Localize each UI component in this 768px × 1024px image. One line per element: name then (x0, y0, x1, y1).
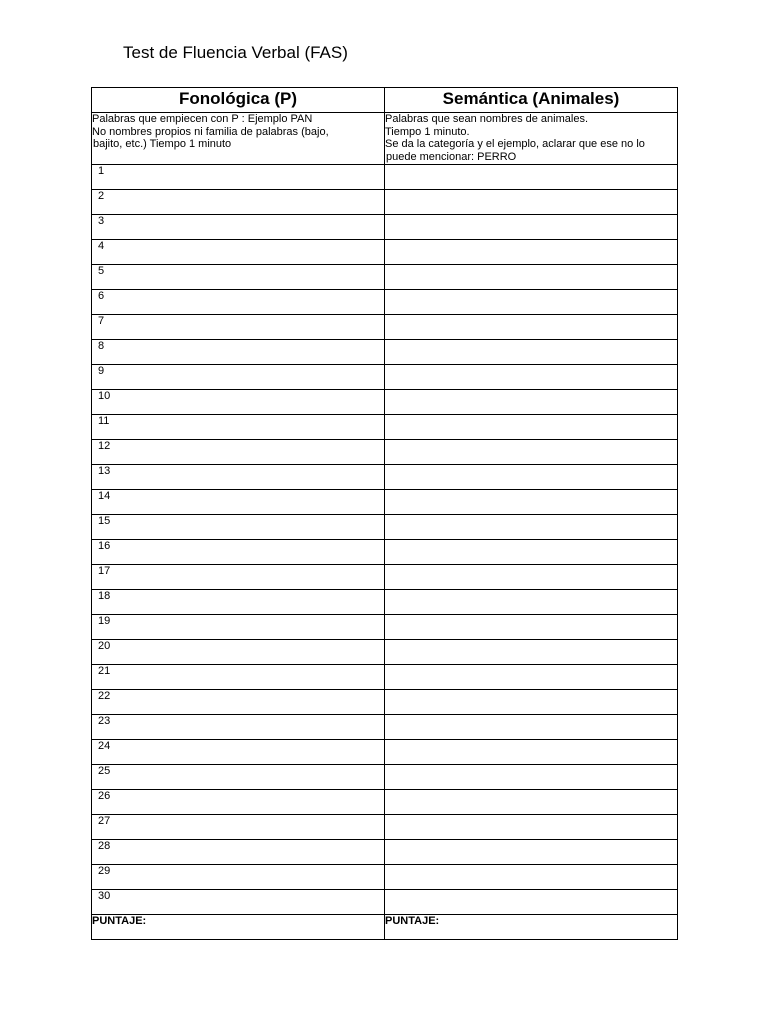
row-number: 14 (98, 490, 111, 502)
semantic-instructions (385, 113, 678, 165)
answer-row (92, 740, 678, 765)
phonological-answer-cell[interactable] (92, 640, 385, 665)
phonological-answer-cell[interactable] (92, 665, 385, 690)
phonological-answer-cell[interactable] (92, 365, 385, 390)
semantic-answer-cell[interactable] (385, 740, 678, 765)
answer-row (92, 490, 678, 515)
answer-row (92, 640, 678, 665)
answer-row (92, 840, 678, 865)
instruction-line: bajito, etc.) Tiempo 1 minuto (93, 138, 232, 150)
phonological-answer-cell[interactable] (92, 590, 385, 615)
semantic-answer-cell[interactable] (385, 215, 678, 240)
row-number: 27 (98, 815, 111, 827)
row-number: 28 (98, 840, 111, 852)
phonological-answer-cell[interactable] (92, 415, 385, 440)
answer-row (92, 540, 678, 565)
answer-row (92, 890, 678, 915)
phonological-answer-cell[interactable] (92, 790, 385, 815)
row-number: 12 (98, 440, 111, 452)
row-number: 11 (98, 415, 110, 427)
phonological-score-cell[interactable]: PUNTAJE: (92, 915, 385, 940)
phonological-instructions (92, 113, 385, 165)
row-number: 7 (98, 315, 105, 327)
semantic-answer-cell[interactable] (385, 540, 678, 565)
answer-row (92, 340, 678, 365)
instruction-line: Palabras que sean nombres de animales. (385, 113, 589, 125)
phonological-answer-cell[interactable] (92, 340, 385, 365)
phonological-answer-cell[interactable] (92, 465, 385, 490)
semantic-answer-cell[interactable] (385, 440, 678, 465)
document-title: Test de Fluencia Verbal (FAS) (123, 43, 348, 62)
phonological-answer-cell[interactable] (92, 690, 385, 715)
semantic-answer-cell[interactable] (385, 265, 678, 290)
phonological-answer-cell[interactable] (92, 565, 385, 590)
row-number: 9 (98, 365, 105, 377)
answer-row (92, 865, 678, 890)
answer-row (92, 690, 678, 715)
semantic-answer-cell[interactable] (385, 190, 678, 215)
semantic-answer-cell[interactable] (385, 840, 678, 865)
row-number: 20 (98, 640, 111, 652)
answer-row (92, 290, 678, 315)
semantic-answer-cell[interactable] (385, 315, 678, 340)
semantic-answer-cell[interactable] (385, 765, 678, 790)
instruction-line: Palabras que empiecen con P : Ejemplo PAN (92, 113, 313, 125)
semantic-answer-cell[interactable] (385, 815, 678, 840)
row-number: 18 (98, 590, 111, 602)
answer-rows (92, 165, 678, 915)
answer-row (92, 590, 678, 615)
fas-response-table (91, 87, 678, 940)
phonological-answer-cell[interactable] (92, 515, 385, 540)
row-number: 15 (98, 515, 111, 527)
phonological-answer-cell[interactable] (92, 765, 385, 790)
phonological-answer-cell[interactable] (92, 390, 385, 415)
phonological-answer-cell[interactable] (92, 440, 385, 465)
semantic-answer-cell[interactable] (385, 665, 678, 690)
answer-row (92, 465, 678, 490)
instruction-line: puede mencionar: PERRO (386, 150, 517, 163)
row-number: 16 (98, 540, 111, 552)
phonological-answer-cell[interactable] (92, 615, 385, 640)
instruction-line: No nombres propios ni familia de palabras (bajo, (92, 125, 329, 138)
semantic-score-cell[interactable]: PUNTAJE: (385, 915, 678, 940)
phonological-answer-cell[interactable] (92, 740, 385, 765)
phonological-answer-cell[interactable] (92, 840, 385, 865)
score-row (92, 915, 678, 940)
answer-row (92, 515, 678, 540)
answer-row (92, 365, 678, 390)
instruction-line: Se da la categoría y el ejemplo, aclarar que ese no lo (385, 138, 645, 150)
answer-row (92, 315, 678, 340)
row-number: 21 (98, 665, 111, 677)
phonological-answer-cell[interactable] (92, 190, 385, 215)
answer-row (92, 190, 678, 215)
answer-row (92, 565, 678, 590)
answer-row (92, 215, 678, 240)
row-number: 2 (98, 190, 105, 202)
semantic-answer-cell[interactable] (385, 165, 678, 190)
phonological-answer-cell[interactable] (92, 715, 385, 740)
phonological-answer-cell[interactable] (92, 165, 385, 190)
row-number: 26 (98, 790, 111, 802)
answer-row (92, 415, 678, 440)
phonological-answer-cell[interactable] (92, 290, 385, 315)
row-number: 4 (98, 240, 105, 252)
semantic-answer-cell[interactable] (385, 390, 678, 415)
semantic-answer-cell[interactable] (385, 515, 678, 540)
answer-row (92, 440, 678, 465)
semantic-answer-cell[interactable] (385, 690, 678, 715)
phonological-answer-cell[interactable] (92, 240, 385, 265)
answer-row (92, 265, 678, 290)
row-number: 13 (98, 465, 111, 477)
row-number: 17 (98, 565, 111, 577)
phonological-answer-cell[interactable] (92, 890, 385, 915)
row-number: 5 (98, 265, 105, 277)
answer-row (92, 815, 678, 840)
semantic-answer-cell[interactable] (385, 240, 678, 265)
row-number: 25 (98, 765, 111, 777)
semantic-answer-cell[interactable] (385, 565, 678, 590)
instructions-row (92, 113, 678, 165)
row-number: 24 (98, 740, 111, 752)
answer-row (92, 240, 678, 265)
semantic-answer-cell[interactable] (385, 465, 678, 490)
row-number: 23 (98, 715, 111, 727)
phonological-answer-cell[interactable] (92, 865, 385, 890)
phonological-answer-cell[interactable] (92, 490, 385, 515)
instruction-line: Tiempo 1 minuto. (385, 125, 470, 138)
answer-row (92, 765, 678, 790)
row-number: 19 (98, 615, 111, 627)
row-number: 1 (98, 165, 105, 177)
semantic-answer-cell[interactable] (385, 415, 678, 440)
row-number: 22 (98, 690, 111, 702)
semantic-answer-cell[interactable] (385, 640, 678, 665)
phonological-header: Fonológica (P) (92, 88, 385, 113)
answer-row (92, 665, 678, 690)
row-number: 6 (98, 290, 105, 302)
semantic-answer-cell[interactable] (385, 365, 678, 390)
answer-row (92, 615, 678, 640)
semantic-answer-cell[interactable] (385, 715, 678, 740)
semantic-answer-cell[interactable] (385, 790, 678, 815)
semantic-header: Semántica (Animales) (385, 88, 678, 113)
row-number: 10 (98, 390, 111, 402)
semantic-answer-cell[interactable] (385, 615, 678, 640)
row-number: 30 (98, 890, 111, 902)
row-number: 3 (98, 215, 105, 227)
semantic-answer-cell[interactable] (385, 590, 678, 615)
header-row (92, 88, 678, 113)
phonological-answer-cell[interactable] (92, 315, 385, 340)
semantic-answer-cell[interactable] (385, 890, 678, 915)
semantic-answer-cell[interactable] (385, 490, 678, 515)
semantic-answer-cell[interactable] (385, 865, 678, 890)
answer-row (92, 790, 678, 815)
phonological-answer-cell[interactable] (92, 215, 385, 240)
answer-row (92, 715, 678, 740)
semantic-answer-cell[interactable] (385, 290, 678, 315)
phonological-answer-cell[interactable] (92, 265, 385, 290)
row-number: 29 (98, 865, 111, 877)
phonological-answer-cell[interactable] (92, 815, 385, 840)
phonological-answer-cell[interactable] (92, 540, 385, 565)
semantic-answer-cell[interactable] (385, 340, 678, 365)
answer-row (92, 165, 678, 190)
answer-row (92, 390, 678, 415)
row-number: 8 (98, 340, 105, 352)
